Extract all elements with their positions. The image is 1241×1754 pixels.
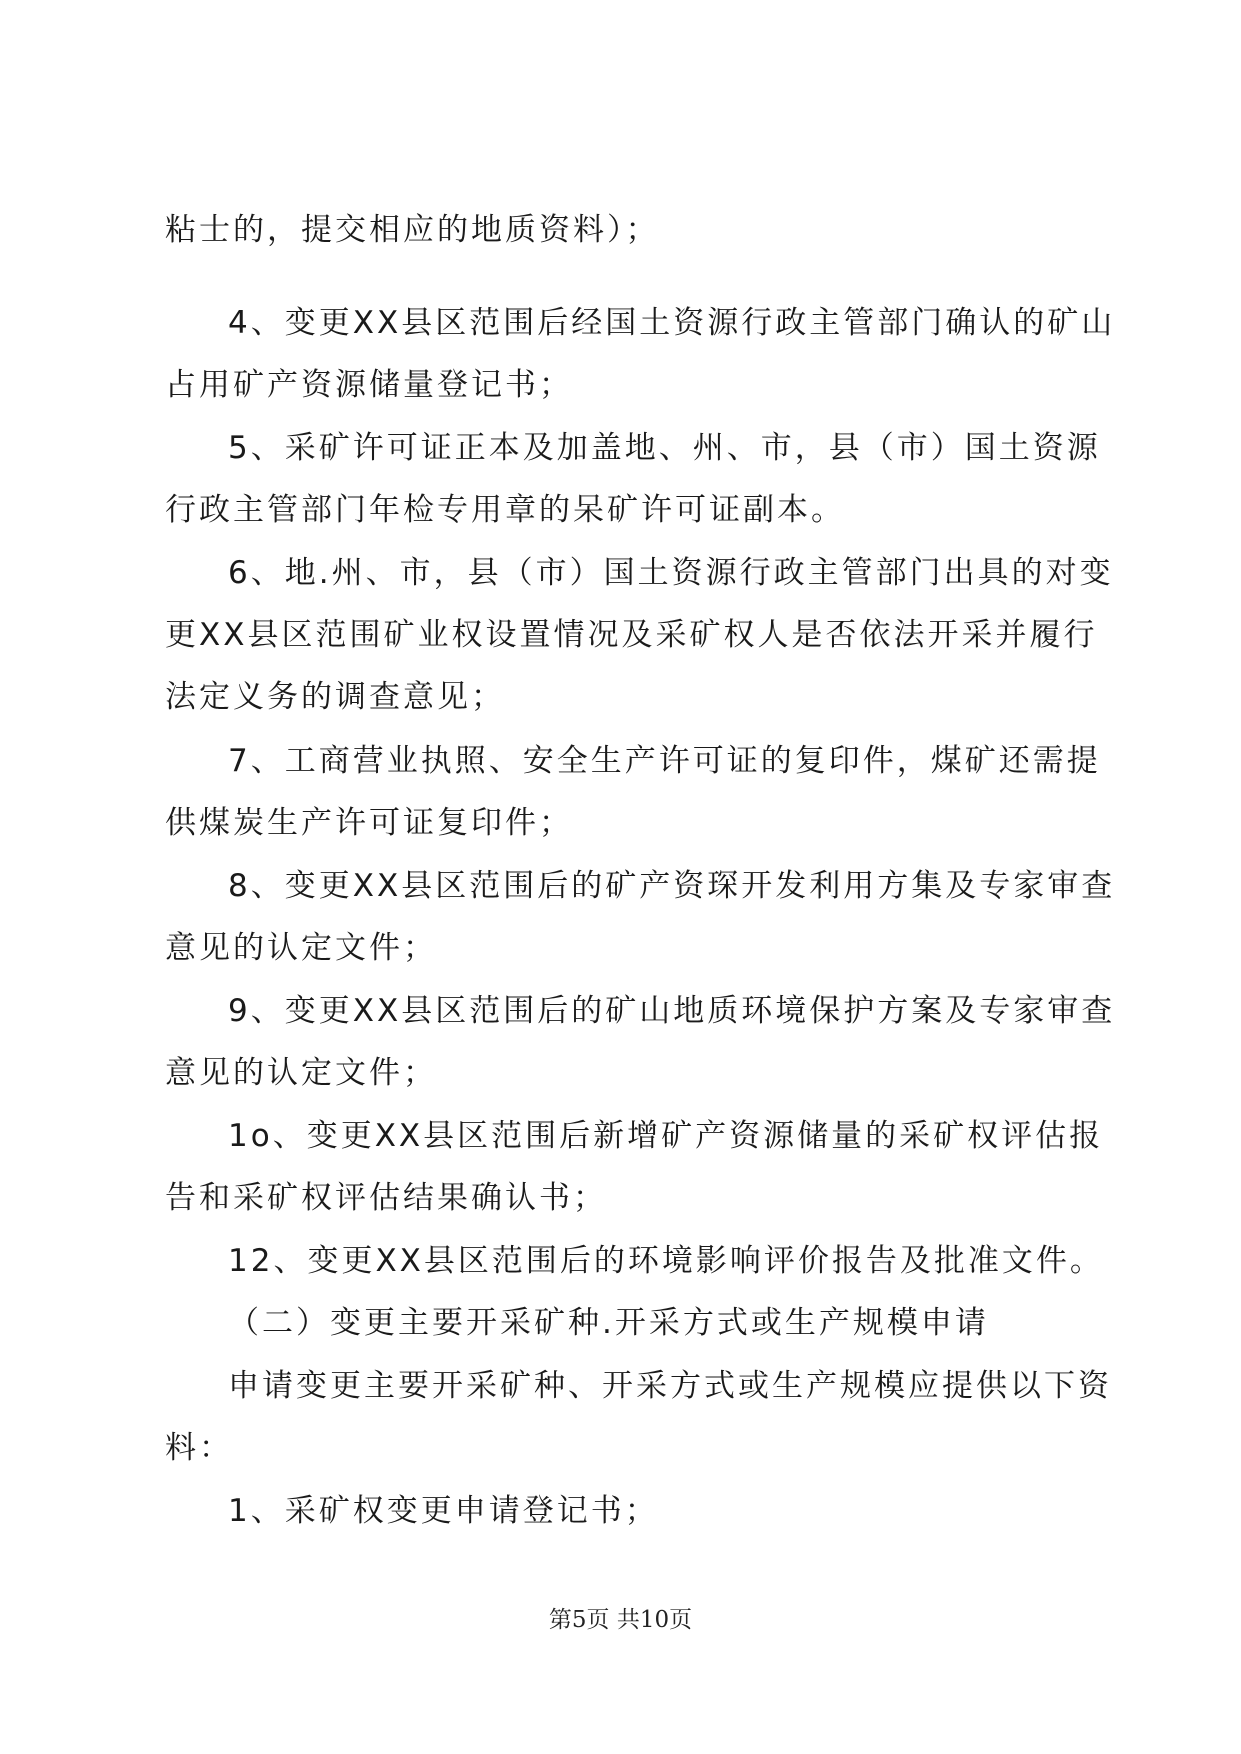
text-line: 行政主管部门年检专用章的呆矿许可证副本。 (165, 492, 845, 528)
text-line: 告和采矿权评估结果确认书； (165, 1180, 607, 1216)
text-line: 12、变更XX县区范围后的环境影响评价报告及批准文件。 (228, 1243, 1104, 1279)
text-line: 6、地.州、市，县（市）国土资源行政主管部门出具的对变 (228, 555, 1114, 591)
text-line: 9、变更XX县区范围后的矿山地质环境保护方案及专家审查 (228, 993, 1116, 1029)
text-line: 7、工商营业执照、安全生产许可证的复印件，煤矿还需提 (228, 743, 1101, 779)
text-line: 料： (165, 1430, 233, 1466)
text-line: 4、变更XX县区范围后经国土资源行政主管部门确认的矿山 (228, 305, 1116, 341)
page-number-footer: 第5页 共10页 (548, 1607, 693, 1633)
text-line: 1、采矿权变更申请登记书； (228, 1493, 659, 1529)
text-line: 1o、变更XX县区范围后新增矿产资源储量的采矿权评估报 (228, 1118, 1104, 1154)
section-heading: （二）变更主要开采矿种.开采方式或生产规模申请 (228, 1305, 989, 1341)
text-line: 更XX县区范围矿业权设置情况及采矿权人是否依法开采并履行 (165, 617, 1098, 653)
text-line: 占用矿产资源储量登记书； (165, 367, 573, 403)
text-line: 粘士的，提交相应的地质资料）； (165, 212, 660, 248)
text-line: 供煤炭生产许可证复印件； (165, 805, 573, 841)
text-line: 5、采矿许可证正本及加盖地、州、市，县（市）国土资源 (228, 430, 1101, 466)
text-line: 意见的认定文件； (165, 930, 437, 966)
text-line: 8、变更XX县区范围后的矿产资琛开发利用方集及专家审查 (228, 868, 1116, 904)
text-line: 申请变更主要开采矿种、开采方式或生产规模应提供以下资 (228, 1368, 1112, 1404)
text-line: 法定义务的调查意见； (165, 679, 505, 715)
text-line: 意见的认定文件； (165, 1055, 437, 1091)
